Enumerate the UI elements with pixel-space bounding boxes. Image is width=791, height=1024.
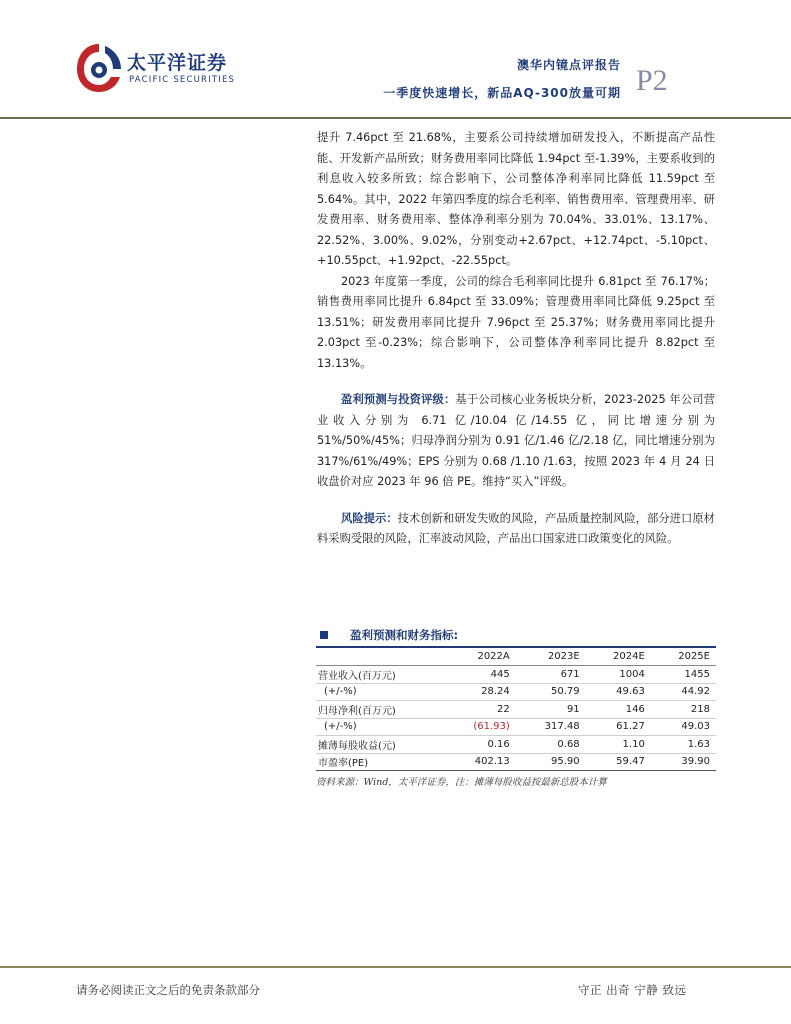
paragraph-expense-analysis: 提升 7.46pct 至 21.68%，主要系公司持续增加研发投入，不断提高产品性能、开发新产品所致；财务费用率同比降低 1.94pct 至-1.39%，主要系收到的利息收入较多所致；综合影响下，公司整体净利率同比降低 11.59pct 至 5.64%。其中，2022 年第四季度的综合毛利率、销售费用率、管理费用率、研发费用率、财务费用率、整体净利率分别为 70.04%、33.01%、13.17%、22.52%、3.00%、9.02%，分别变动+2.67pct、+12.74pct、-5.10pct、+10.55pct、+1.92pct、-22.55pct。: [317, 131, 715, 267]
footer-disclaimer: 请务必阅读正文之后的免责条款部分: [76, 983, 260, 997]
table-cell: 44.92: [651, 683, 716, 701]
table-cell: 95.90: [516, 753, 586, 771]
paragraph-risk-warning: [317, 509, 715, 550]
risk-warning-text: 技术创新和研发失败的风险，产品质量控制风险，部分进口原材料采购受限的风险，汇率波动风险，产品出口国家进口政策变化的风险。: [317, 511, 715, 545]
table-cell: 0.16: [444, 736, 516, 754]
table-cell: 146: [586, 701, 651, 719]
table-cell-negative: (61.93): [444, 718, 516, 736]
table-cell: 402.13: [444, 753, 516, 771]
row-label: 市盈率(PE): [316, 753, 444, 771]
table-cell: 39.90: [651, 753, 716, 771]
table-cell: 22: [444, 701, 516, 719]
risk-warning-heading: 风险提示：: [341, 511, 398, 525]
table-row: [316, 701, 716, 719]
table-cell: 671: [516, 666, 586, 684]
square-bullet-icon: [320, 631, 328, 639]
footer-motto: 守正 出奇 宁静 致远: [578, 983, 687, 997]
financial-forecast-table-section: [316, 626, 716, 788]
report-title: 一季度快速增长，新品AQ-300放量可期: [383, 86, 621, 100]
table-title: [316, 626, 716, 644]
table-header-cell: 2024E: [586, 648, 651, 666]
table-header-cell: 2022A: [444, 648, 516, 666]
table-source-note: 资料来源：Wind，太平洋证券，注：摊薄每股收益按最新总股本计算: [316, 777, 607, 788]
table-cell: 445: [444, 666, 516, 684]
table-header-row: [316, 648, 716, 666]
footer-divider: [0, 966, 791, 968]
table-cell: 218: [651, 701, 716, 719]
table-cell: 91: [516, 701, 586, 719]
table-cell: 49.03: [651, 718, 716, 736]
table-cell: 1.63: [651, 736, 716, 754]
table-row: [316, 666, 716, 684]
forecast-rating-text: 基于公司核心业务板块分析，2023-2025 年公司营业收入分别为 6.71 亿/10.04 亿/14.55 亿，同比增速分别为 51%/50%/45%；归母净润分别为 0.91 亿/1.46 亿/2.18 亿，同比增速分别为 317%/61%/49%；EPS 分别为 0.68 /1.10 /1.63，按照 2023 年 4 月 24 日收盘价对应 2023 年 96 倍 PE。维持“买入”评级。: [317, 393, 715, 488]
table-cell: 1004: [586, 666, 651, 684]
table-row: [316, 736, 716, 754]
row-label: 营业收入(百万元): [316, 666, 444, 684]
table-cell: 59.47: [586, 753, 651, 771]
report-body: [317, 128, 715, 550]
logo-english-name: PACIFIC SECURITIES: [129, 75, 236, 85]
table-header-cell: 2023E: [516, 648, 586, 666]
row-label: (+/-%): [316, 683, 444, 701]
row-label: 归母净利(百万元): [316, 701, 444, 719]
table-title-text: 盈利预测和财务指标:: [350, 628, 459, 642]
company-logo: [75, 42, 255, 94]
logo-mark-icon: [75, 42, 123, 94]
table-cell: 1455: [651, 666, 716, 684]
table-cell: 50.79: [516, 683, 586, 701]
logo-chinese-name: 太平洋证券: [127, 52, 228, 74]
row-label: (+/-%): [316, 718, 444, 736]
financial-forecast-table: [316, 648, 716, 771]
paragraph-q1-2023: 2023 年度第一季度，公司的综合毛利率同比提升 6.81pct 至 76.17%；销售费用率同比提升 6.84pct 至 33.09%；管理费用率同比降低 9.25pct 至 13.51%；研发费用率同比提升 7.96pct 至 25.37%；财务费用率同比提升 2.03pct 至-0.23%；综合影响下，公司整体净利率同比提升 8.82pct 至 13.13%。: [317, 274, 715, 370]
table-cell: 61.27: [586, 718, 651, 736]
page-number: P2: [636, 64, 668, 97]
table-row: [316, 683, 716, 701]
table-cell: 49.63: [586, 683, 651, 701]
table-cell: 0.68: [516, 736, 586, 754]
table-row: [316, 753, 716, 771]
table-header-cell: [316, 648, 444, 666]
forecast-rating-heading: 盈利预测与投资评级：: [341, 393, 456, 406]
table-cell: 28.24: [444, 683, 516, 701]
report-type: 澳华内镜点评报告: [516, 58, 621, 72]
table-cell: 1.10: [586, 736, 651, 754]
table-row: [316, 718, 716, 736]
row-label: 摊薄每股收益(元): [316, 736, 444, 754]
paragraph-forecast-rating: [317, 390, 715, 493]
header-divider: [0, 117, 791, 119]
table-cell: 317.48: [516, 718, 586, 736]
table-header-cell: 2025E: [651, 648, 716, 666]
